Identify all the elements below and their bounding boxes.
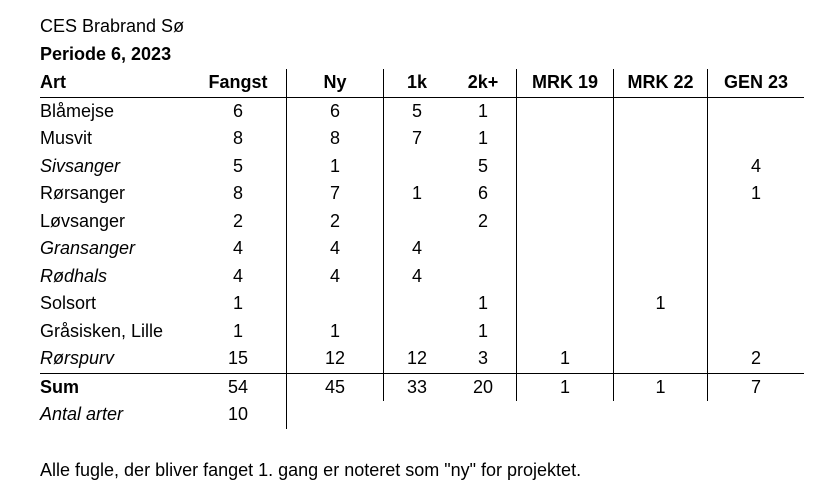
table-cell: 8 — [287, 125, 384, 153]
sum-2k-plus: 20 — [450, 373, 517, 401]
table-cell: 1 — [287, 153, 384, 181]
table-row — [40, 318, 804, 346]
table-cell — [450, 235, 517, 263]
header-2k-plus: 2k+ — [450, 69, 517, 97]
table-row — [40, 290, 804, 318]
table-row — [40, 97, 804, 125]
antal-arter-blank — [287, 401, 384, 429]
table-cell — [614, 235, 708, 263]
table-cell: 7 — [287, 180, 384, 208]
table-cell: 1 — [287, 318, 384, 346]
table-cell — [517, 153, 614, 181]
species-name: Solsort — [40, 293, 97, 313]
table-cell: 4 — [708, 153, 805, 181]
table-row — [40, 235, 804, 263]
sum-label: Sum — [40, 373, 190, 401]
table-row — [40, 153, 804, 181]
table-cell: 4 — [287, 235, 384, 263]
table-cell — [614, 318, 708, 346]
table-row — [40, 180, 804, 208]
table-cell: 5 — [477, 155, 488, 176]
table-cell: 1 — [477, 320, 488, 341]
table-row — [40, 263, 804, 291]
header-mrk-22: MRK 22 — [614, 69, 708, 97]
table-cell: 1 — [477, 100, 488, 121]
table-cell: 1 — [614, 290, 708, 318]
sum-row — [40, 373, 804, 401]
table-row — [40, 345, 804, 373]
table-cell: 4 — [384, 263, 451, 291]
table-cell — [708, 290, 805, 318]
table-cell — [614, 153, 708, 181]
table-cell: 5 — [232, 155, 243, 176]
table-cell: 6 — [232, 100, 243, 121]
table-cell: 4 — [384, 235, 451, 263]
table-cell: 5 — [384, 97, 451, 125]
table-cell: 2 — [708, 345, 805, 373]
species-name: Gransanger — [40, 238, 136, 258]
table-cell — [517, 263, 614, 291]
table-cell: 1 — [517, 345, 614, 373]
table-cell — [614, 180, 708, 208]
header-1k: 1k — [384, 69, 451, 97]
species-name: Blåmejse — [40, 100, 115, 121]
table-cell: 12 — [384, 345, 451, 373]
table-cell: 15 — [227, 348, 249, 368]
table-cell — [614, 125, 708, 153]
header-mrk-19: MRK 19 — [517, 69, 614, 97]
table-cell: 2 — [477, 210, 488, 231]
sum-gen-23: 7 — [708, 373, 805, 401]
table-cell — [517, 208, 614, 236]
table-cell — [708, 97, 805, 125]
table-cell — [614, 345, 708, 373]
table-cell — [708, 235, 805, 263]
table-cell: 6 — [477, 183, 488, 203]
table-cell: 12 — [287, 345, 384, 373]
table-cell — [384, 318, 451, 346]
species-name: Rødhals — [40, 265, 108, 286]
species-name: Sivsanger — [40, 155, 121, 176]
antal-arter-label: Antal arter — [40, 404, 124, 424]
antal-arter-row — [40, 401, 804, 429]
sum-fangst: 54 — [190, 373, 287, 401]
table-cell: 1 — [477, 293, 488, 313]
species-name: Gråsisken, Lille — [40, 320, 164, 341]
table-cell: 1 — [232, 293, 243, 313]
table-cell: 1 — [708, 180, 805, 208]
table-cell — [614, 97, 708, 125]
table-cell — [384, 208, 451, 236]
table-cell — [517, 180, 614, 208]
table-cell — [517, 235, 614, 263]
table-cell: 4 — [232, 238, 243, 258]
footnote: Alle fugle, der bliver fanget 1. gang er noteret som "ny" for projektet. — [40, 460, 582, 480]
table-row — [40, 125, 804, 153]
antal-arter-value: 10 — [227, 404, 249, 424]
table-cell — [708, 318, 805, 346]
table-cell: 8 — [232, 183, 243, 203]
table-cell: 3 — [477, 348, 488, 368]
table-cell — [287, 290, 384, 318]
table-cell — [614, 263, 708, 291]
species-name: Løvsanger — [40, 210, 126, 231]
species-name: Rørsanger — [40, 183, 126, 203]
table-cell — [517, 97, 614, 125]
header-fangst: Fangst — [190, 69, 287, 97]
table-cell: 2 — [287, 208, 384, 236]
table-cell: 1 — [384, 180, 451, 208]
sum-ny: 45 — [287, 373, 384, 401]
header-art: Art — [40, 69, 190, 97]
header-ny: Ny — [287, 69, 384, 97]
species-name: Rørspurv — [40, 348, 115, 368]
sum-1k: 33 — [384, 373, 451, 401]
station-title: CES Brabrand Sø — [40, 16, 185, 36]
table-cell — [450, 263, 517, 291]
table-cell — [517, 290, 614, 318]
table-cell: 2 — [232, 210, 243, 231]
table-cell: 4 — [232, 265, 243, 286]
table-cell: 7 — [384, 125, 451, 153]
period-title: Periode 6, 2023 — [40, 44, 172, 64]
sum-mrk-22: 1 — [614, 373, 708, 401]
sum-mrk-19: 1 — [517, 373, 614, 401]
table-cell — [517, 125, 614, 153]
table-body — [40, 97, 804, 373]
header-gen-23: GEN 23 — [708, 69, 805, 97]
catch-table — [40, 69, 804, 429]
table-cell: 4 — [287, 263, 384, 291]
table-cell — [517, 318, 614, 346]
table-cell — [614, 208, 708, 236]
table-header-row — [40, 69, 804, 97]
table-cell — [708, 263, 805, 291]
species-name: Musvit — [40, 128, 93, 148]
table-cell — [384, 153, 451, 181]
table-cell: 1 — [232, 320, 243, 341]
table-cell — [708, 208, 805, 236]
table-cell — [708, 125, 805, 153]
table-cell: 6 — [287, 97, 384, 125]
table-cell: 8 — [232, 128, 243, 148]
table-cell: 1 — [477, 128, 488, 148]
table-row — [40, 208, 804, 236]
table-cell — [384, 290, 451, 318]
